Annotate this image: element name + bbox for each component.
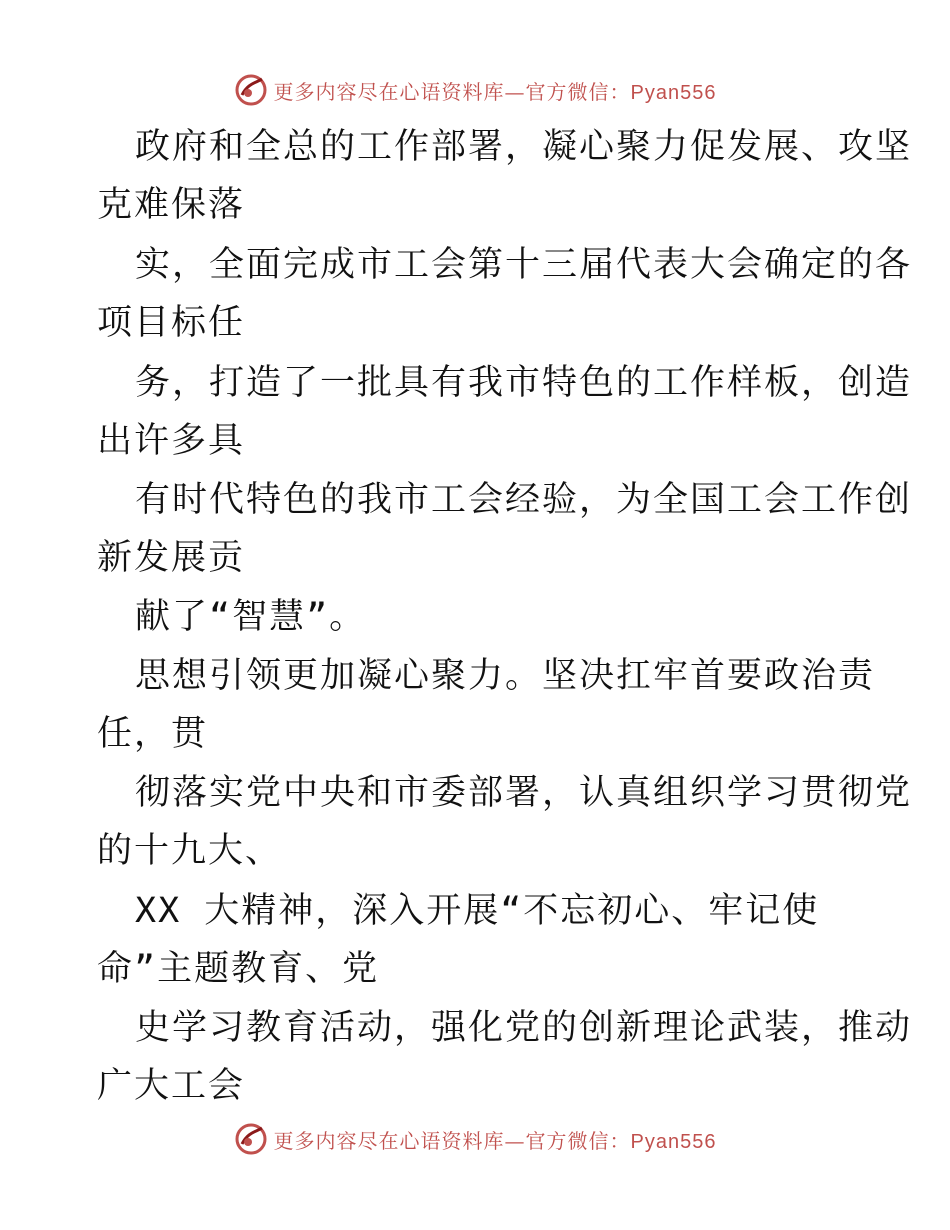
text-line: 实，全面完成市工会第十三届代表大会确定的各 [135, 245, 913, 285]
header-banner-text [274, 76, 717, 105]
text-line: 广大工会 [97, 1066, 246, 1106]
header-brand-text: 更多内容尽在心语资料库 [273, 79, 505, 104]
footer-dash: — [504, 1128, 526, 1153]
text-line: 政府和全总的工作部署，凝心聚力促发展、攻坚 [135, 127, 913, 167]
text-line: 史学习教育活动，强化党的创新理论武装，推动 [135, 1008, 913, 1048]
text-line: 克难保落 [97, 185, 246, 225]
header-dash: — [504, 79, 526, 104]
brand-logo-icon [234, 73, 268, 107]
footer-watermark-banner [0, 1119, 950, 1159]
text-line: 思想引领更加凝心聚力。坚决扛牢首要政治责 [135, 656, 876, 696]
text-line: 项目标任 [97, 303, 246, 343]
footer-account: Pyan556 [630, 1130, 717, 1153]
text-line: 出许多具 [97, 421, 246, 461]
text-line: 彻落实党中央和市委部署，认真组织学习贯彻党 [135, 773, 913, 813]
text-line: 命”主题教育、党 [97, 949, 380, 989]
footer-brand-text: 更多内容尽在心语资料库 [273, 1128, 505, 1153]
footer-contact-label: 官方微信： [525, 1128, 631, 1153]
text-line: 任，贯 [97, 714, 209, 754]
text-line: 的十九大、 [97, 831, 283, 871]
brand-logo-icon [234, 1122, 268, 1156]
text-line: 献了“智慧”。 [135, 597, 367, 637]
text-line: XX 大精神，深入开展“不忘初心、牢记使 [135, 891, 820, 931]
text-line: 新发展贡 [97, 538, 246, 578]
header-contact-label: 官方微信： [525, 79, 631, 104]
header-account: Pyan556 [630, 81, 717, 104]
text-line: 务，打造了一批具有我市特色的工作样板，创造 [135, 363, 913, 403]
footer-banner-text [274, 1125, 717, 1154]
header-watermark-banner [0, 70, 950, 110]
text-line: 有时代特色的我市工会经验，为全国工会工作创 [135, 480, 913, 520]
